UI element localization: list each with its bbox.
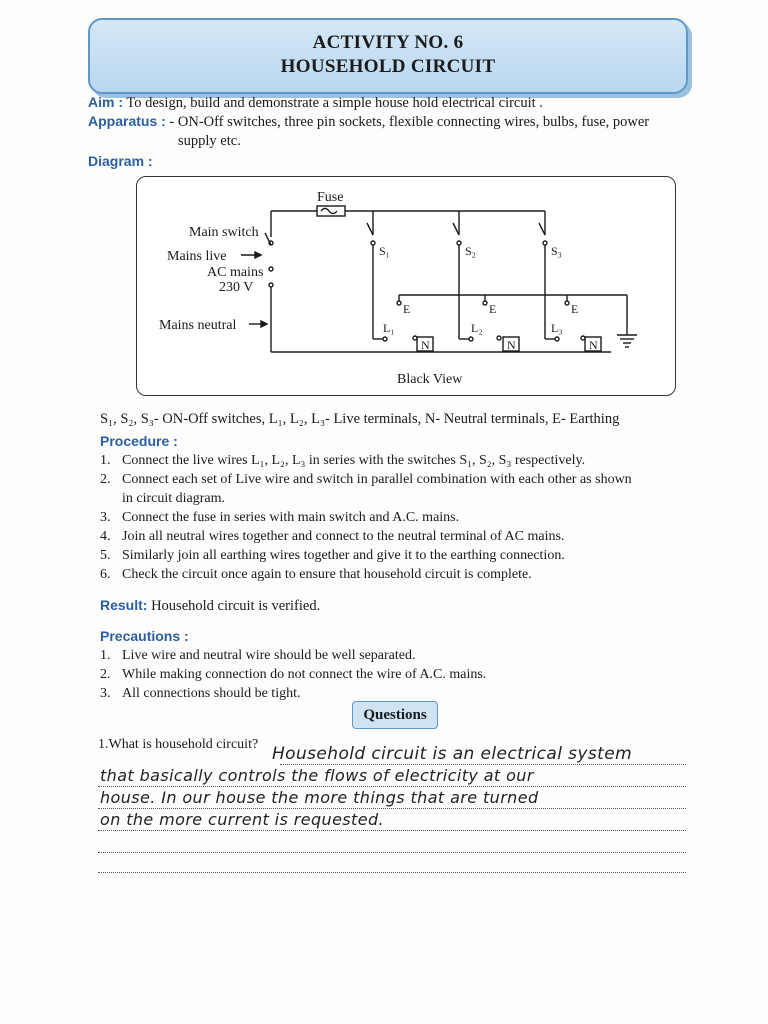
fuse-label: Fuse: [317, 190, 344, 205]
earth-e1-label: E: [403, 302, 411, 316]
result-text: Household circuit is verified.: [151, 598, 321, 614]
earth-e2-label: E: [489, 302, 497, 316]
neutral-n1-label: N: [421, 338, 430, 352]
voltage-label: 230 V: [219, 280, 254, 295]
answer-line: [98, 872, 686, 873]
apparatus-row: [88, 111, 649, 132]
answer-line: [98, 852, 686, 853]
aim-row: [88, 92, 543, 113]
procedure-step: 4. Join all neutral wires together and connect to the neutral terminal of AC mains.: [100, 529, 565, 544]
mains-neutral-label: Mains neutral: [159, 318, 237, 333]
switch-s1-label: S₁: [379, 244, 390, 258]
diagram-label: Diagram :: [88, 153, 153, 169]
circuit-diagram: [136, 176, 676, 396]
switch-s2-label: S₂: [465, 244, 476, 258]
answer-line: [98, 808, 686, 809]
live-l3-label: L₃: [551, 321, 563, 335]
procedure-label-row: [100, 431, 178, 452]
precautions-label: Precautions :: [100, 628, 189, 644]
answer-line: [98, 786, 686, 787]
handwritten-answer-line-1: Household circuit is an electrical system: [272, 744, 633, 764]
procedure-step: 3. Connect the fuse in series with main switch and A.C. mains.: [100, 510, 460, 525]
aim-text: To design, build and demonstrate a simple house hold electrical circuit .: [126, 95, 543, 111]
circuit-svg: [137, 177, 675, 395]
activity-title: HOUSEHOLD CIRCUIT: [280, 56, 496, 77]
handwritten-answer-line-4: on the more current is requested.: [100, 810, 385, 829]
apparatus-label: Apparatus :: [88, 113, 166, 129]
result-row: [100, 595, 320, 616]
activity-number: ACTIVITY NO. 6: [312, 32, 464, 53]
handwritten-answer-line-2: that basically controls the flows of electricity at our: [100, 766, 534, 785]
apparatus-text: - ON-Off switches, three pin sockets, flexible connecting wires, bulbs, fuse, power: [169, 114, 650, 130]
precaution-item: 1. Live wire and neutral wire should be well separated.: [100, 648, 416, 663]
questions-heading: Questions: [352, 701, 438, 729]
neutral-n3-label: N: [589, 338, 598, 352]
ac-mains-label: AC mains: [207, 265, 264, 280]
precautions-label-row: [100, 626, 189, 647]
mains-live-label: Mains live: [167, 249, 227, 264]
activity-banner: [88, 18, 688, 94]
procedure-step-cont: in circuit diagram.: [122, 491, 226, 506]
handwritten-answer-line-3: house. In our house the more things that are turned: [100, 788, 539, 807]
diagram-legend: S₁, S₂, S₃- ON-Off switches, L₁, L₂, L₃- Live terminals, N- Neutral terminals, E- Earthing: [100, 411, 620, 427]
diagram-label-row: [88, 151, 153, 172]
procedure-step: 2. Connect each set of Live wire and switch in parallel combination with each other as shown: [100, 472, 632, 487]
live-l1-label: L₁: [383, 321, 395, 335]
switch-s3-label: S₃: [551, 244, 562, 258]
precautions-list: [100, 646, 486, 703]
neutral-n2-label: N: [507, 338, 516, 352]
answer-line: [98, 830, 686, 831]
procedure-step: 1. Connect the live wires L₁, L₂, L₃ in series with the switches S₁, S₂, S₃ respectively.: [100, 453, 586, 468]
apparatus-text-cont: supply etc.: [178, 133, 241, 149]
procedure-step: 5. Similarly join all earthing wires together and give it to the earthing connection.: [100, 548, 565, 563]
live-l2-label: L₂: [471, 321, 483, 335]
result-label: Result:: [100, 597, 148, 613]
precaution-item: 3. All connections should be tight.: [100, 686, 301, 701]
main-switch-label: Main switch: [189, 225, 259, 240]
procedure-steps: [100, 451, 632, 584]
aim-label: Aim :: [88, 94, 123, 110]
procedure-step: 6. Check the circuit once again to ensure that household circuit is complete.: [100, 567, 532, 582]
earth-e3-label: E: [571, 302, 579, 316]
answer-line: [280, 764, 686, 765]
procedure-label: Procedure :: [100, 433, 178, 449]
question-1: 1.What is household circuit?: [98, 737, 259, 752]
diagram-caption: Black View: [397, 372, 463, 387]
precaution-item: 2. While making connection do not connect the wire of A.C. mains.: [100, 667, 487, 682]
